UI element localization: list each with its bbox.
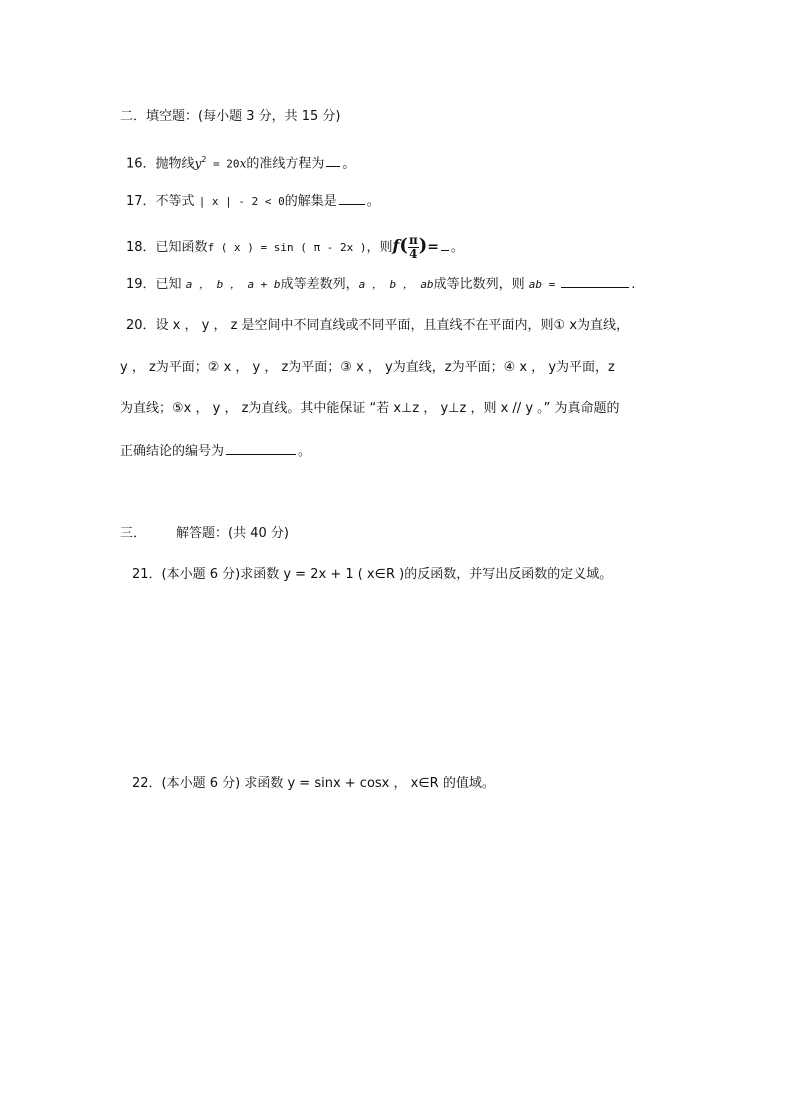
q16-answer-blank[interactable] — [326, 154, 340, 167]
q20-answer-blank[interactable] — [226, 442, 296, 455]
q18-end: 。 — [451, 240, 465, 255]
q19-terms-1: a ， b ， a + b — [185, 278, 281, 291]
q20-text-line-4: 正确结论的编号为 — [120, 444, 225, 459]
q16-end: 。 — [342, 156, 356, 172]
q18-text-a: 已知函数 — [155, 240, 208, 255]
q17-text-a: 不等式 — [155, 194, 199, 209]
q16-exponent: 2 — [201, 155, 207, 164]
question-20-line-4 — [120, 442, 311, 461]
question-19 — [126, 275, 635, 294]
q18-function: f ( x ) = sin ( π - 2x ) — [207, 241, 367, 254]
question-18 — [126, 232, 464, 262]
q17-inequality: | x | - 2 < 0 — [198, 195, 285, 208]
q16-y: y — [194, 156, 202, 171]
q18-f: f — [392, 236, 400, 255]
q17-end: 。 — [366, 194, 380, 209]
section-3-title: 解答题：(共 40 分) — [176, 526, 289, 541]
question-20-line-3: 为直线；⑤x ， y ， z为直线。其中能保证 “若 x⊥z ， y⊥z ，则 x // y 。” 为真命题的 — [120, 401, 620, 416]
q20-text-line-1: 设 x ， y ， z 是空间中不同直线或不同平面，且直线不在平面内，则① x为直线， — [155, 318, 630, 333]
q18-pi: π — [408, 233, 418, 247]
q19-terms-2: a ， b ， ab — [358, 278, 434, 291]
q18-number: 18． — [126, 240, 156, 255]
q19-text-b: 成等差数列， — [280, 277, 359, 292]
section-3-heading — [120, 525, 289, 543]
q20-number: 20． — [126, 318, 156, 333]
q16-equals: = 20 — [206, 157, 240, 171]
q18-fraction — [408, 234, 419, 261]
q19-number: 19． — [126, 277, 156, 292]
q18-left-paren: ( — [399, 235, 408, 256]
question-20-line-1 — [126, 317, 629, 335]
q16-x: x — [239, 156, 247, 171]
q16-text-a: 抛物线 — [155, 156, 195, 172]
q18-right-paren: ) — [418, 235, 428, 256]
q18-four: 4 — [409, 247, 418, 261]
q16-number: 16． — [126, 156, 156, 172]
q19-end: . — [631, 277, 636, 292]
question-17 — [126, 192, 380, 211]
q18-equals: = — [427, 239, 440, 255]
section-2-heading: 二．填空题：(每小题 3 分，共 15 分) — [120, 109, 341, 124]
q16-text-b: 的准线方程为 — [246, 156, 325, 172]
q19-ab: ab = — [528, 278, 556, 291]
q19-text-a: 已知 — [155, 277, 182, 292]
q18-answer-blank[interactable] — [441, 238, 449, 251]
q19-answer-blank[interactable] — [561, 275, 629, 288]
q17-text-b: 的解集是 — [284, 194, 337, 209]
question-21: 21．(本小题 6 分)求函数 y = 2x + 1 ( x∈R )的反函数，并写出反函数的定义域。 — [132, 567, 613, 582]
question-22: 22．(本小题 6 分) 求函数 y = sinx + cosx ， x∈R 的值域。 — [132, 776, 495, 791]
q18-text-b: ，则 — [366, 240, 393, 255]
q17-number: 17． — [126, 194, 156, 209]
q17-answer-blank[interactable] — [339, 192, 365, 205]
question-16 — [126, 151, 355, 173]
question-20-line-2: y ， z为平面；② x ， y ， z为平面；③ x ， y为直线，z为平面；④ x ， y为平面，z — [120, 360, 615, 375]
q20-end: 。 — [298, 444, 312, 459]
section-3-number: 三． — [120, 526, 147, 541]
q19-text-c: 成等比数列，则 — [433, 277, 525, 292]
